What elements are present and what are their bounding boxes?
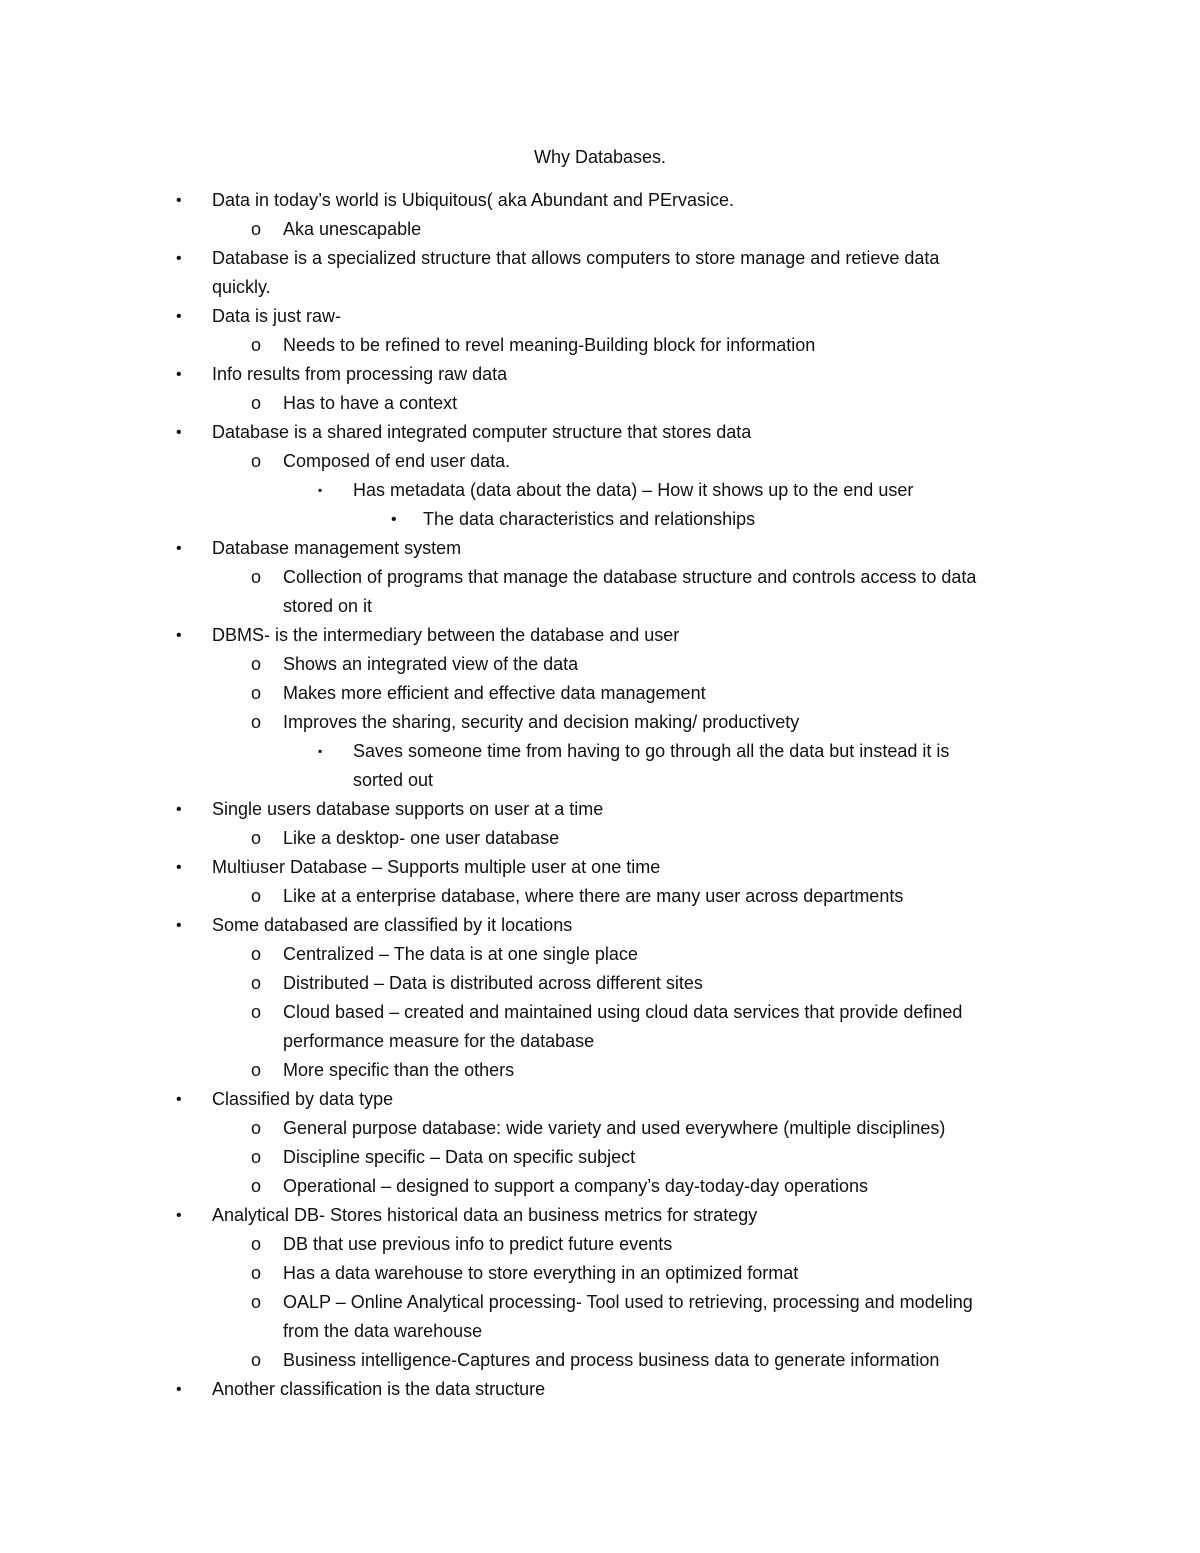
bullet-list [0,186,1200,1404]
list-item-text: General purpose database: wide variety and used everywhere (multiple disciplines) [283,1118,946,1138]
list-item-text: Has metadata (data about the data) – How it shows up to the end user [353,480,914,500]
list-item-text: Cloud based – created and maintained using cloud data services that provide defined [283,1002,963,1022]
list-item-level-1 [0,360,1200,389]
list-item-text: sorted out [353,770,434,790]
bullet-icon: o [251,335,262,355]
list-item-level-3 [0,737,1200,795]
bullet-icon: • [176,859,182,876]
list-item-text: Collection of programs that manage the database structure and controls access to data [283,567,977,587]
list-item-text: Needs to be refined to revel meaning-Building block for information [283,335,816,355]
list-item-level-1 [0,418,1200,447]
bullet-icon: o [251,886,262,906]
list-item-text: from the data warehouse [283,1321,483,1341]
list-item-level-2 [0,882,1200,911]
list-item-text: Business intelligence-Captures and process business data to generate information [283,1350,940,1370]
list-item-level-2 [0,650,1200,679]
list-item-text: OALP – Online Analytical processing- Tool used to retrieving, processing and modeling [283,1292,973,1312]
bullet-icon: • [176,366,182,383]
list-item-level-2 [0,824,1200,853]
bullet-icon: • [176,1381,182,1398]
bullet-icon: ▪ [318,483,323,497]
bullet-icon: • [176,917,182,934]
list-item-level-2 [0,389,1200,418]
list-item-level-2 [0,708,1200,737]
list-item-text: Saves someone time from having to go through all the data but instead it is [353,741,950,761]
list-item-text: Database management system [212,538,462,558]
list-item-level-2 [0,1114,1200,1143]
bullet-icon: • [176,192,182,209]
bullet-icon: o [251,1350,262,1370]
list-item-level-2 [0,1230,1200,1259]
bullet-icon: o [251,451,262,471]
bullet-icon: o [251,1176,262,1196]
list-item-level-4 [0,505,1200,534]
bullet-icon: o [251,712,262,732]
list-item-text: Data in today’s world is Ubiquitous( aka Abundant and PErvasice. [212,190,734,210]
list-item-text: Database is a specialized structure that allows computers to store manage and retieve data [212,248,940,268]
bullet-icon: • [176,250,182,267]
bullet-icon: o [251,944,262,964]
list-item-text: Has to have a context [283,393,458,413]
list-item-text: Composed of end user data. [283,451,511,471]
list-item-text: Another classification is the data structure [212,1379,546,1399]
list-item-text: Shows an integrated view of the data [283,654,579,674]
list-item-level-2 [0,940,1200,969]
list-item-level-2 [0,1056,1200,1085]
list-item-text: DB that use previous info to predict future events [283,1234,673,1254]
list-item-level-1 [0,186,1200,215]
bullet-icon: • [176,1207,182,1224]
bullet-icon: o [251,1002,262,1022]
list-item-level-2 [0,1259,1200,1288]
bullet-icon: o [251,393,262,413]
bullet-icon: o [251,1147,262,1167]
bullet-icon: o [251,1118,262,1138]
list-item-level-2 [0,1288,1200,1346]
list-item-text: Like a desktop- one user database [283,828,560,848]
bullet-icon: ▪ [318,744,323,758]
list-item-text: The data characteristics and relationships [423,509,756,529]
list-item-level-2 [0,563,1200,621]
list-item-text: Data is just raw- [212,306,342,326]
bullet-icon: • [176,424,182,441]
list-item-level-1 [0,244,1200,302]
list-item-level-2 [0,998,1200,1056]
list-item-text: Makes more efficient and effective data management [283,683,706,703]
bullet-icon: o [251,1234,262,1254]
list-item-level-1 [0,621,1200,650]
list-item-level-1 [0,795,1200,824]
bullet-icon: o [251,567,262,587]
list-item-text: Aka unescapable [283,219,422,239]
bullet-icon: o [251,1292,262,1312]
list-item-text: Centralized – The data is at one single place [283,944,638,964]
document-title: Why Databases. [533,147,667,167]
list-item-level-1 [0,911,1200,940]
list-item-text: DBMS- is the intermediary between the database and user [212,625,680,645]
list-item-level-1 [0,1375,1200,1404]
bullet-icon: • [176,801,182,818]
bullet-icon: • [176,627,182,644]
list-item-level-2 [0,215,1200,244]
list-item-text: More specific than the others [283,1060,515,1080]
list-item-level-1 [0,302,1200,331]
list-item-level-2 [0,1143,1200,1172]
list-item-text: Like at a enterprise database, where there are many user across departments [283,886,904,906]
bullet-icon: o [251,654,262,674]
list-item-level-2 [0,331,1200,360]
bullet-icon: o [251,1060,262,1080]
list-item-level-1 [0,1085,1200,1114]
list-item-text: Discipline specific – Data on specific subject [283,1147,636,1167]
bullet-icon: • [176,540,182,557]
bullet-icon: o [251,1263,262,1283]
list-item-level-2 [0,969,1200,998]
list-item-text: Some databased are classified by it locations [212,915,573,935]
list-item-level-1 [0,534,1200,563]
list-item-text: Database is a shared integrated computer structure that stores data [212,422,752,442]
list-item-level-1 [0,1201,1200,1230]
list-item-text: Info results from processing raw data [212,364,508,384]
list-item-level-2 [0,447,1200,476]
list-item-text: Classified by data type [212,1089,394,1109]
list-item-level-1 [0,853,1200,882]
bullet-icon: o [251,828,262,848]
list-item-text: Improves the sharing, security and decision making/ productivety [283,712,800,732]
bullet-icon: • [176,1091,182,1108]
bullet-icon: o [251,219,262,239]
list-item-text: Has a data warehouse to store everything in an optimized format [283,1263,799,1283]
list-item-level-2 [0,1346,1200,1375]
list-item-text: Analytical DB- Stores historical data an business metrics for strategy [212,1205,758,1225]
list-item-text: stored on it [283,596,373,616]
bullet-icon: o [251,973,262,993]
list-item-text: Single users database supports on user at a time [212,799,604,819]
bullet-icon: o [251,683,262,703]
list-item-text: Distributed – Data is distributed across different sites [283,973,703,993]
list-item-level-2 [0,1172,1200,1201]
list-item-text: quickly. [212,277,271,297]
list-item-text: Multiuser Database – Supports multiple user at one time [212,857,661,877]
list-item-level-2 [0,679,1200,708]
bullet-icon: • [391,511,397,528]
bullet-icon: • [176,308,182,325]
list-item-level-3 [0,476,1200,505]
list-item-text: performance measure for the database [283,1031,595,1051]
list-item-text: Operational – designed to support a company’s day-today-day operations [283,1176,869,1196]
